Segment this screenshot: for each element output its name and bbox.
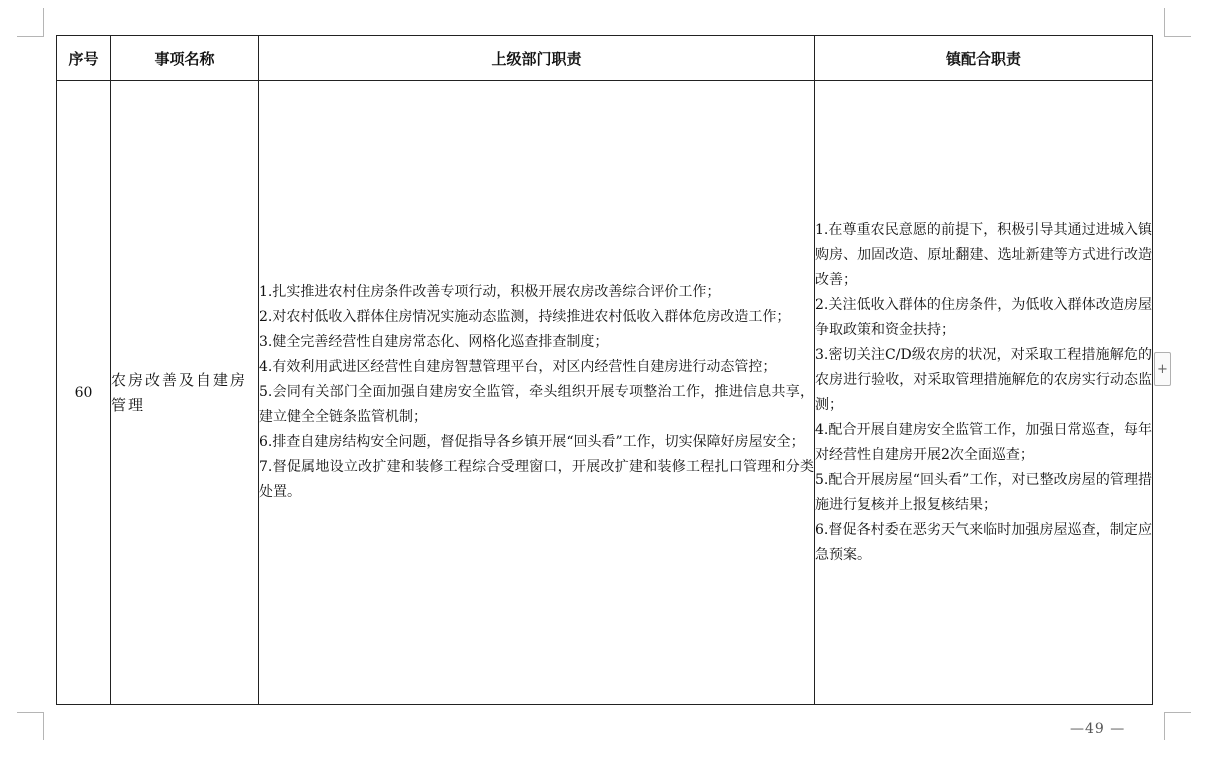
- town-duty-item: 3.密切关注C/D级农房的状况，对采取工程措施解危的农房进行验收，对采取管理措施解危的农房实行动态监测；: [815, 346, 1152, 413]
- upper-duty-item: 7.督促属地设立改扩建和装修工程综合受理窗口，开展改扩建和装修工程扎口管理和分类处置。: [259, 459, 814, 500]
- table-header-row: [57, 36, 1153, 81]
- town-duty-item: 6.督促各村委在恶劣天气来临时加强房屋巡查，制定应急预案。: [815, 521, 1152, 563]
- crop-mark: [17, 712, 44, 713]
- crop-mark: [43, 712, 44, 740]
- row-seq: 60: [57, 81, 111, 705]
- page-number: —49 —: [1070, 721, 1126, 737]
- header-upper-duties: 上级部门职责: [259, 36, 815, 81]
- upper-duty-item: 4.有效利用武进区经营性自建房智慧管理平台，对区内经营性自建房进行动态管控；: [259, 359, 777, 375]
- upper-duty-item: 5.会同有关部门全面加强自建房安全监管，牵头组织开展专项整治工作，推进信息共享，建立健全全链条监管机制；: [259, 384, 814, 425]
- upper-duty-item: 2.对农村低收入群体住房情况实施动态监测，持续推进农村低收入群体危房改造工作；: [259, 309, 791, 325]
- town-duty-item: 4.配合开展自建房安全监管工作，加强日常巡查，每年对经营性自建房开展2次全面巡查；: [815, 421, 1152, 463]
- town-duty-item: 5.配合开展房屋“回头看”工作，对已整改房屋的管理措施进行复核并上报复核结果；: [815, 471, 1152, 513]
- town-duty-item: 1.在尊重农民意愿的前提下，积极引导其通过进城入镇购房、加固改造、原址翻建、选址新建等方式进行改造改善；: [815, 221, 1152, 288]
- crop-mark: [17, 36, 44, 37]
- row-item-name: 农房改善及自建房管理: [111, 81, 259, 705]
- header-town-duties: 镇配合职责: [815, 36, 1153, 81]
- upper-duty-item: 1.扎实推进农村住房条件改善专项行动，积极开展农房改善综合评价工作；: [259, 284, 721, 300]
- expand-plus-icon[interactable]: +: [1154, 352, 1171, 386]
- crop-mark: [1164, 8, 1165, 37]
- upper-duties-cell: [259, 81, 815, 705]
- crop-mark: [1164, 712, 1191, 713]
- crop-mark: [43, 8, 44, 37]
- crop-mark: [1164, 712, 1165, 740]
- header-seq: 序号: [57, 36, 111, 81]
- upper-duty-item: 3.健全完善经营性自建房常态化、网格化巡查排查制度；: [259, 334, 609, 350]
- header-item-name: 事项名称: [111, 36, 259, 81]
- town-duties-cell: [815, 81, 1153, 705]
- town-duty-item: 2.关注低收入群体的住房条件，为低收入群体改造房屋争取政策和资金扶持；: [815, 296, 1152, 338]
- table-row: [57, 81, 1153, 705]
- duty-table: [56, 35, 1153, 705]
- upper-duty-item: 6.排查自建房结构安全问题，督促指导各乡镇开展“回头看”工作，切实保障好房屋安全；: [259, 434, 805, 450]
- crop-mark: [1164, 36, 1191, 37]
